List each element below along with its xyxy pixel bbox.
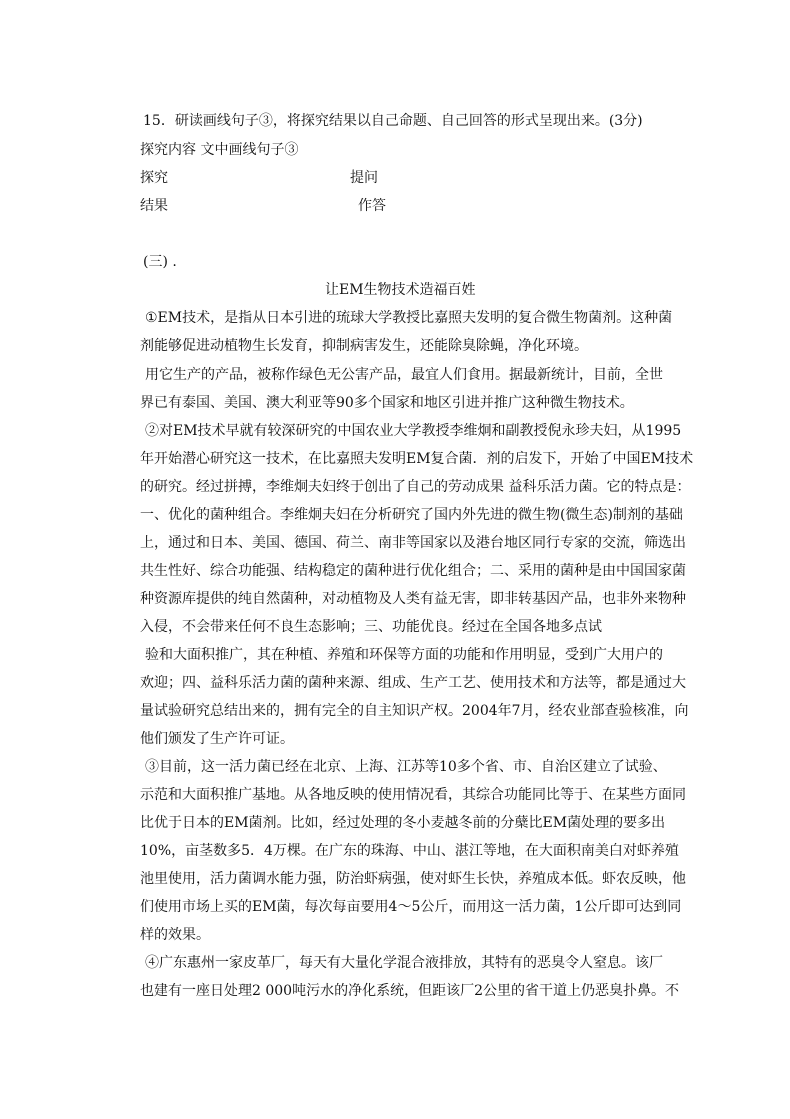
section-number: (三) . [143,254,177,270]
answer-label: 作答 [358,198,386,214]
inquiry-content-row: 探究内容 文中画线句子③ [140,142,299,158]
paragraph-line: ③目前，这一活力菌已经在北京、上海、江苏等10多个省、市、自治区建立了试验、 [145,759,667,775]
paragraph-line: 入侵，不会带来任何不良生态影响；三、功能优良。经过在全国各地多点试 [140,619,602,635]
paragraph-line: 他们颁发了生产许可证。 [140,731,294,747]
question-label: 提问 [350,170,378,186]
paragraph-line: 验和大面积推广，其在种植、养殖和环保等方面的功能和作用明显，受到广大用户的 [145,647,663,663]
paragraph-line: 一、优化的菌种组合。李维炯夫妇在分析研究了国内外先进的微生物(微生态)制剂的基础 [140,507,683,523]
result-label: 结果 [140,198,168,214]
paragraph-line: 年开始潜心研究这一技术，在比嘉照夫发明EM复合菌．剂的启发下，开始了中国EM技术 [140,451,694,467]
paragraph-line: 样的效果。 [140,927,210,943]
question-stem: 15．研读画线句子③，将探究结果以自己命题、自己回答的形式呈现出来。(3分) [143,113,643,129]
paragraph-line: 剂能够促进动植物生长发育，抑制病害发生，还能除臭除蝇，净化环境。 [140,338,588,354]
paragraph-line: 比优于日本的EM菌剂。比如，经过处理的冬小麦越冬前的分蘖比EM菌处理的要多出 [140,815,666,831]
paragraph-line: 的研究。经过拼搏，李维炯夫妇终于创出了自己的劳动成果 益科乐活力菌。它的特点是： [140,479,691,495]
paragraph-line: ①EM技术，是指从日本引进的琉球大学教授比嘉照夫发明的复合微生物菌剂。这种菌 [145,310,673,326]
paragraph-line: 用它生产的产品，被称作绿色无公害产品，最宜人们食用。据最新统计，目前，全世 [145,367,663,383]
article-title: 让EM生物技术造福百姓 [325,282,476,298]
paragraph-line: ②对EM技术早就有较深研究的中国农业大学教授李维炯和副教授倪永珍夫妇，从1995 [145,423,682,439]
paragraph-line: 上，通过和日本、美国、德国、荷兰、南非等国家以及港台地区同行专家的交流，筛选出 [140,535,686,551]
paragraph-line: 池里使用，活力菌调水能力强，防治虾病强，使对虾生长快，养殖成本低。虾农反映，他 [140,871,686,887]
paragraph-line: ④广东惠州一家皮革厂，每天有大量化学混合液排放，其特有的恶臭令人窒息。该厂 [145,955,663,971]
paragraph-line: 共生性好、综合功能强、结构稳定的菌种进行优化组合；二、采用的菌种是由中国国家菌 [140,563,686,579]
paragraph-line: 也建有一座日处理2 000吨污水的净化系统，但距该厂2公里的省干道上仍恶臭扑鼻。不 [140,983,679,999]
paragraph-line: 10%，亩茎数多5．4万棵。在广东的珠海、中山、湛江等地，在大面积南美白对虾养殖 [140,843,679,859]
inquiry-label: 探究 [140,170,168,186]
paragraph-line: 示范和大面积推广基地。从各地反映的使用情况看，其综合功能同比等于、在某些方面同 [140,787,686,803]
paragraph-line: 种资源库提供的纯自然菌种，对动植物及人类有益无害，即非转基因产品，也非外来物种 [140,591,686,607]
paragraph-line: 量试验研究总结出来的，拥有完全的自主知识产权。2004年7月，经农业部查验核准，向 [140,703,689,719]
paragraph-line: 欢迎；四、益科乐活力菌的菌种来源、组成、生产工艺、使用技术和方法等，都是通过大 [140,675,686,691]
paragraph-line: 界已有泰国、美国、澳大利亚等90多个国家和地区引进并推广这种微生物技术。 [140,395,634,411]
paragraph-line: 们使用市场上买的EM菌，每次每亩要用4～5公斤，而用这一活力菌，1公斤即可达到同 [140,899,682,915]
